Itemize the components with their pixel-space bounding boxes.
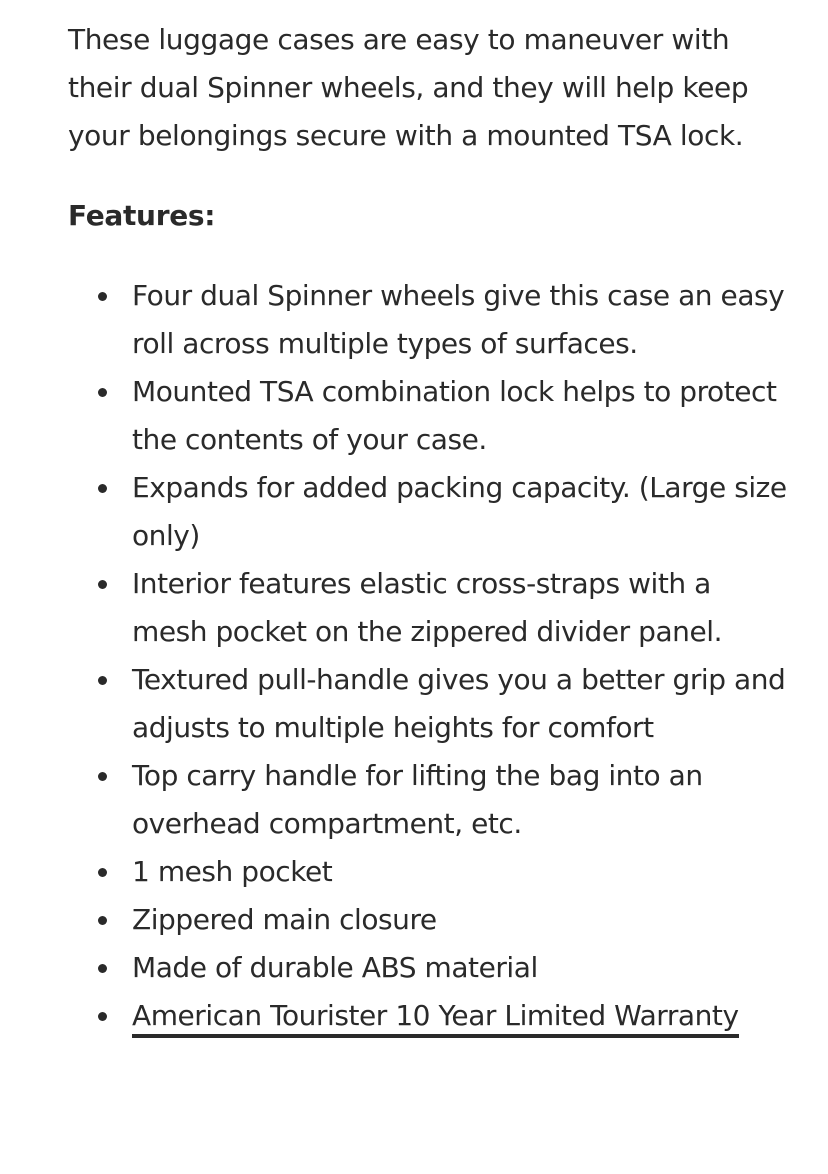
feature-item (68, 944, 788, 992)
feature-text: Textured pull-handle gives you a better grip and adjusts to multiple heights for comfort (132, 663, 786, 744)
feature-item (68, 464, 788, 560)
feature-text: Top carry handle for lifting the bag into an overhead compartment, etc. (132, 759, 703, 840)
feature-item (68, 560, 788, 656)
feature-text: Expands for added packing capacity. (Large size only) (132, 471, 787, 552)
bullet-icon (98, 388, 107, 397)
warranty-link[interactable]: American Tourister 10 Year Limited Warranty (132, 999, 739, 1038)
feature-item (68, 272, 788, 368)
feature-item (68, 368, 788, 464)
intro-paragraph: These luggage cases are easy to maneuver with their dual Spinner wheels, and they will help keep your belongings secure with a mounted TSA lock. (68, 23, 749, 152)
bullet-icon (98, 1012, 107, 1021)
feature-item-warranty (68, 992, 788, 1040)
feature-text: 1 mesh pocket (132, 855, 333, 888)
feature-text: Zippered main closure (132, 903, 437, 936)
bullet-icon (98, 916, 107, 925)
features-heading: Features: (68, 199, 216, 232)
bullet-icon (98, 868, 107, 877)
bullet-icon (98, 676, 107, 685)
feature-item (68, 896, 788, 944)
bullet-icon (98, 580, 107, 589)
feature-item (68, 848, 788, 896)
feature-item (68, 752, 788, 848)
bullet-icon (98, 292, 107, 301)
feature-text: Interior features elastic cross-straps with a mesh pocket on the zippered divider panel. (132, 567, 723, 648)
feature-item (68, 656, 788, 752)
bullet-icon (98, 964, 107, 973)
features-list (68, 272, 788, 1040)
feature-text: Four dual Spinner wheels give this case an easy roll across multiple types of surfaces. (132, 279, 785, 360)
bullet-icon (98, 484, 107, 493)
bullet-icon (98, 772, 107, 781)
feature-text: Made of durable ABS material (132, 951, 538, 984)
feature-text: Mounted TSA combination lock helps to protect the contents of your case. (132, 375, 777, 456)
